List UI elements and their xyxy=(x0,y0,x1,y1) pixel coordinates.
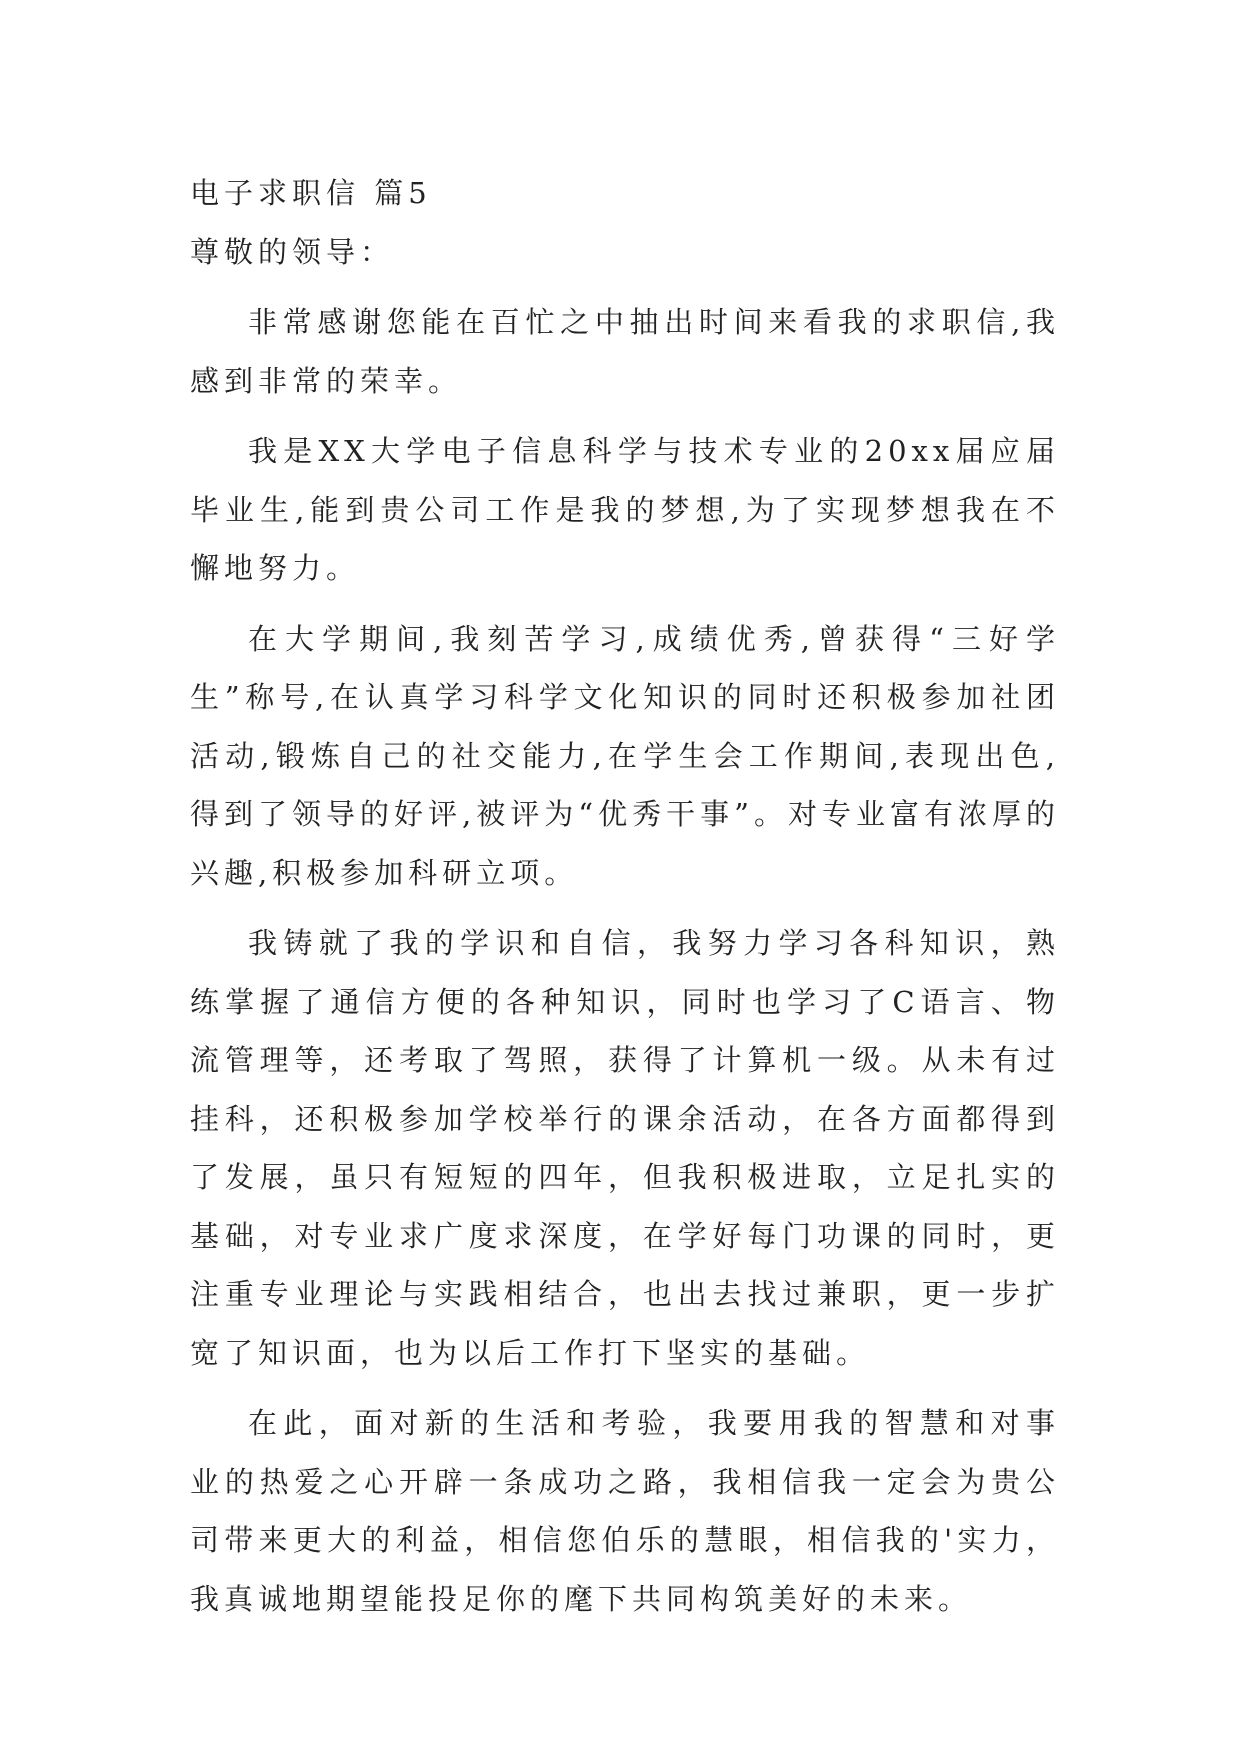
salutation: 尊敬的领导： xyxy=(190,234,395,269)
paragraph-closing: 在此，面对新的生活和考验，我要用我的智慧和对事业的热爱之心开辟一条成功之路，我相信我一定会为贵公司带来更大的利益，相信您伯乐的慧眼，相信我的'实力，我真诚地期望能投足你的麾下共同构筑美好的未来。 xyxy=(190,1406,1060,1616)
paragraph-skills: 我铸就了我的学识和自信，我努力学习各科知识，熟练掌握了通信方便的各种知识，同时也学习了C语言、物流管理等，还考取了驾照，获得了计算机一级。从未有过挂科，还积极参加学校举行的课余活动，在各方面都得到了发展，虽只有短短的四年，但我积极进取，立足扎实的基础，对专业求广度求深度，在学好每门功课的同时，更注重专业理论与实践相结合，也出去找过兼职，更一步扩宽了知识面，也为以后工作打下坚实的基础。 xyxy=(190,926,1060,1370)
document-body xyxy=(190,164,1060,1628)
paragraph-thanks: 非常感谢您能在百忙之中抽出时间来看我的求职信,我感到非常的荣幸。 xyxy=(190,305,1060,398)
document-title: 电子求职信 篇5 xyxy=(190,176,432,210)
paragraph-university: 在大学期间,我刻苦学习,成绩优秀,曾获得“三好学生”称号,在认真学习科学文化知识的同时还积极参加社团活动,锻炼自己的社交能力,在学生会工作期间,表现出色,得到了领导的好评,被评为“优秀干事”。对专业富有浓厚的兴趣,积极参加科研立项。 xyxy=(190,621,1060,890)
paragraph-introduction: 我是XX大学电子信息科学与技术专业的20xx届应届毕业生,能到贵公司工作是我的梦想,为了实现梦想我在不懈地努力。 xyxy=(190,434,1060,585)
